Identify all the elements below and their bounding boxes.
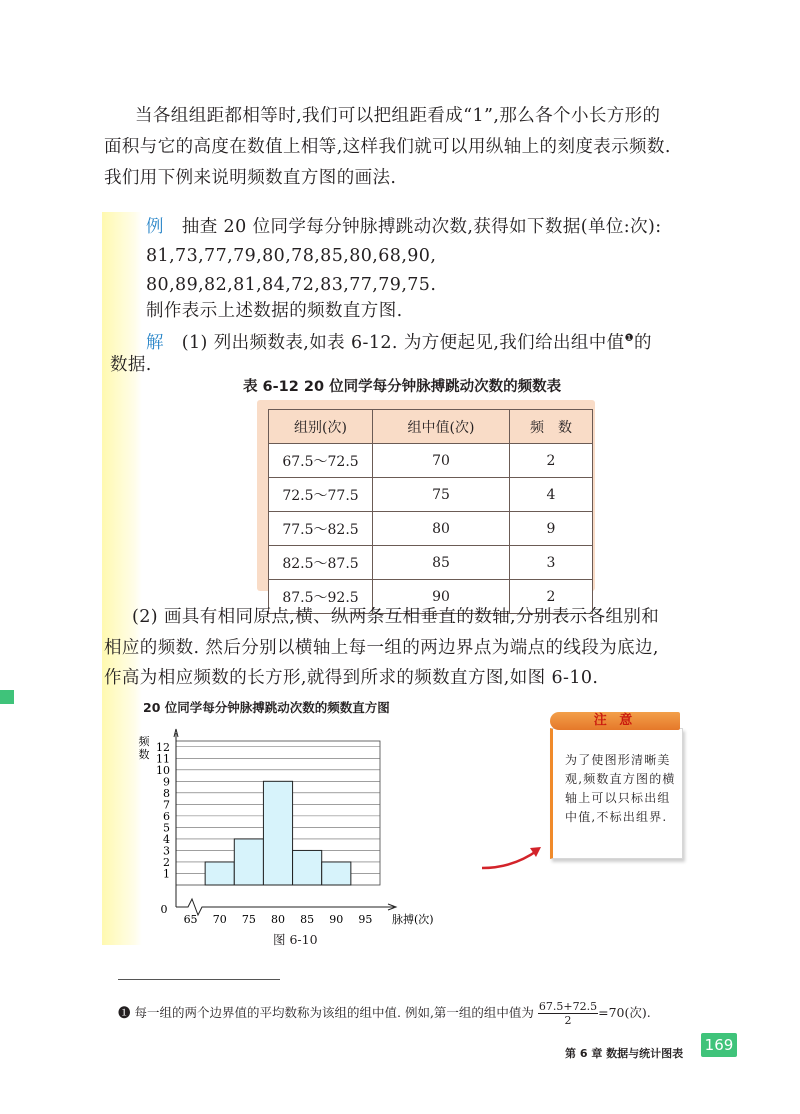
para1-line1: 当各组组距都相等时,我们可以把组距看成“1”,那么各个小长方形的 bbox=[135, 106, 661, 126]
step2-line1: (2) 画具有相同原点,横、纵两条互相垂直的数轴,分别表示各组别和 bbox=[132, 607, 660, 627]
y-tick-label: 12 bbox=[156, 740, 170, 754]
x-tick-label: 65 bbox=[183, 913, 198, 926]
example-task: 制作表示上述数据的频数直方图. bbox=[146, 301, 403, 321]
footnote-text-a: 每一组的两个边界值的平均数称为该组的组中值. 例如,第一组的组中值为 bbox=[134, 1005, 534, 1020]
table-cell: 4 bbox=[510, 478, 593, 512]
footnote-mark: ❶ bbox=[118, 1005, 131, 1020]
footnote-text-b: =70(次). bbox=[598, 1005, 651, 1020]
x-tick-label: 85 bbox=[300, 913, 315, 926]
table-cell: 80 bbox=[373, 512, 510, 546]
figure-label: 图 6-10 bbox=[273, 932, 318, 947]
histogram-bar bbox=[322, 862, 351, 885]
y-axis-label: 频数 bbox=[138, 735, 150, 761]
table-row bbox=[269, 478, 593, 512]
y-tick-label: 7 bbox=[163, 798, 170, 812]
table-cell: 3 bbox=[510, 546, 593, 580]
footnote bbox=[118, 1000, 651, 1027]
y-tick-label: 11 bbox=[156, 752, 170, 766]
table-header-cell: 组别(次) bbox=[269, 410, 373, 444]
y-tick-label: 9 bbox=[163, 775, 170, 789]
table-cell: 75 bbox=[373, 478, 510, 512]
example-line1 bbox=[146, 212, 662, 243]
step2-line2: 相应的频数. 然后分别以横轴上每一组的两边界点为端点的线段为底边, bbox=[104, 638, 659, 658]
y-tick-label: 6 bbox=[163, 809, 170, 823]
table-title: 表 6-12 20 位同学每分钟脉搏跳动次数的频数表 bbox=[243, 379, 562, 395]
origin-label: 0 bbox=[160, 903, 168, 916]
note-card bbox=[550, 728, 683, 859]
table-cell: 70 bbox=[373, 444, 510, 478]
frequency-table bbox=[268, 409, 593, 614]
pointer-arrow-icon bbox=[478, 838, 548, 878]
table-cell: 72.5～77.5 bbox=[269, 478, 373, 512]
y-tick-label: 1 bbox=[163, 867, 170, 881]
footer-chapter: 第 6 章 数据与统计图表 bbox=[565, 1047, 684, 1060]
note-text: 为了使图形清晰美观,频数直方图的横轴上可以只标出组中值,不标出组界. bbox=[565, 753, 676, 824]
y-tick-label: 8 bbox=[163, 786, 170, 800]
example-text: 抽查 20 位同学每分钟脉搏跳动次数,获得如下数据(单位:次): bbox=[181, 217, 662, 237]
table-header-row bbox=[269, 410, 593, 444]
example-data-line1: 81,73,77,79,80,78,85,80,68,90, bbox=[146, 246, 437, 266]
note-title: 注 意 bbox=[593, 713, 637, 728]
table-header-cell: 频 数 bbox=[510, 410, 593, 444]
footnote-divider bbox=[118, 979, 280, 980]
histogram-chart bbox=[130, 725, 460, 930]
table-cell: 67.5～72.5 bbox=[269, 444, 373, 478]
histogram-bar bbox=[263, 781, 292, 885]
histogram-bar bbox=[205, 862, 234, 885]
table-row bbox=[269, 512, 593, 546]
histogram-bar bbox=[234, 839, 263, 885]
table-cell: 82.5～87.5 bbox=[269, 546, 373, 580]
table-cell: 90 bbox=[373, 580, 510, 614]
y-tick-label: 2 bbox=[163, 855, 170, 869]
y-tick-label: 4 bbox=[163, 832, 170, 846]
solution-line1 bbox=[146, 323, 652, 359]
table-row bbox=[269, 546, 593, 580]
table-cell: 85 bbox=[373, 546, 510, 580]
y-tick-label: 5 bbox=[163, 821, 170, 835]
x-tick-label: 75 bbox=[241, 913, 256, 926]
table-cell: 77.5～82.5 bbox=[269, 512, 373, 546]
fraction-numerator: 67.5+72.5 bbox=[538, 1000, 598, 1013]
table-row bbox=[269, 444, 593, 478]
chart-title: 20 位同学每分钟脉搏跳动次数的频数直方图 bbox=[143, 700, 390, 715]
page-number: 169 bbox=[701, 1033, 737, 1057]
para1-line3: 我们用下例来说明频数直方图的画法. bbox=[104, 168, 397, 188]
x-tick-label: 90 bbox=[329, 913, 344, 926]
frequency-table-panel bbox=[257, 400, 595, 606]
histogram-bar bbox=[293, 850, 322, 885]
footnote-marker[interactable]: ❶ bbox=[624, 333, 634, 344]
table-cell: 9 bbox=[510, 512, 593, 546]
y-tick-label: 3 bbox=[163, 844, 170, 858]
solution-text-a: (1) 列出频数表,如表 6-12. 为方便起见,我们给出组中值 bbox=[181, 332, 625, 353]
para1-line2: 面积与它的高度在数值上相等,这样我们就可以用纵轴上的刻度表示频数. bbox=[104, 137, 671, 157]
example-data-line2: 80,89,82,81,84,72,83,77,79,75. bbox=[146, 275, 437, 295]
solution-line2: 数据. bbox=[110, 355, 152, 375]
note-header bbox=[550, 712, 680, 730]
table-cell: 2 bbox=[510, 444, 593, 478]
x-axis-label: 脉搏(次) bbox=[392, 913, 434, 926]
solution-label: 解 bbox=[146, 332, 164, 353]
margin-tab bbox=[0, 690, 14, 704]
footnote-fraction bbox=[538, 1000, 598, 1027]
y-tick-label: 10 bbox=[156, 763, 170, 777]
example-label: 例 bbox=[146, 217, 164, 237]
x-tick-label: 80 bbox=[271, 913, 285, 926]
x-tick-label: 95 bbox=[358, 913, 373, 926]
chart-bars bbox=[205, 781, 351, 885]
table-cell: 2 bbox=[510, 580, 593, 614]
table-header-cell: 组中值(次) bbox=[373, 410, 510, 444]
table-cell: 87.5～92.5 bbox=[269, 580, 373, 614]
solution-text-b: 的 bbox=[633, 332, 652, 353]
fraction-denominator: 2 bbox=[564, 1014, 572, 1027]
step2-line3: 作高为相应频数的长方形,就得到所求的频数直方图,如图 6-10. bbox=[104, 668, 599, 688]
x-tick-label: 70 bbox=[212, 913, 227, 926]
